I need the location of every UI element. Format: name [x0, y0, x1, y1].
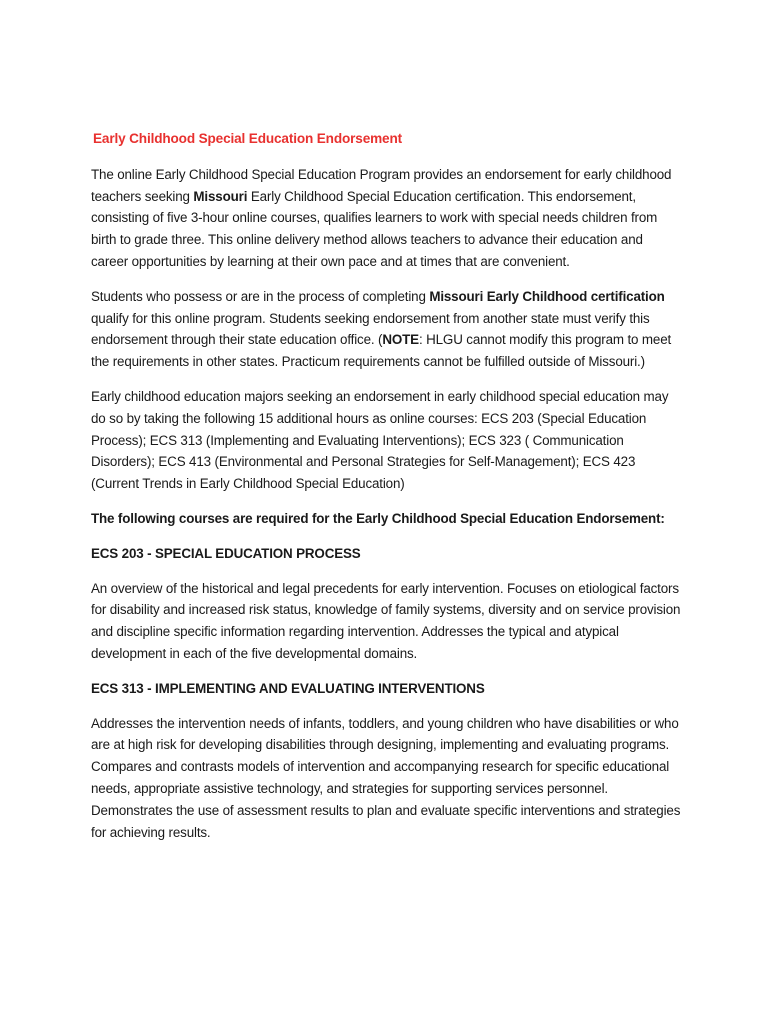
- document-title: Early Childhood Special Education Endorsement: [93, 131, 402, 146]
- intro-text-1: The online Early Childhood Special Education Program provides an endorsement for early childhood teachers seeking: [91, 166, 672, 204]
- course-heading-ecs-203: ECS 203 - SPECIAL EDUCATION PROCESS: [91, 545, 361, 561]
- eligibility-bold-certification: Missouri Early Childhood certification: [429, 288, 665, 304]
- eligibility-text-1: Students who possess or are in the process of completing: [91, 288, 430, 304]
- course-heading-ecs-313: ECS 313 - IMPLEMENTING AND EVALUATING INTERVENTIONS: [91, 680, 485, 696]
- eligibility-bold-note: NOTE: [382, 332, 419, 348]
- majors-paragraph: Early childhood education majors seeking an endorsement in early childhood special education may do so by taking the following 15 additional hours as online courses: ECS 203 (Special Education Process); ECS 313 (Implementing and Evaluating Interventions); ECS 323 ( Communication Disorders); ECS 413 (Environmental and Personal Strategies for Self-Management); ECS 423 (Current Trends in Early Childhood Special Education): [91, 388, 669, 492]
- intro-text-2: Early Childhood Special Education certification. This endorsement, consisting of five 3-hour online courses, qualifies learners to work with special needs children from birth to grade three. This online delivery method allows teachers to advance their education and career opportunities by learning at their own pace and at times that are convenient.: [91, 188, 658, 269]
- eligibility-paragraph: [91, 286, 681, 373]
- eligibility-text-3: : HLGU cannot modify this program to meet the requirements in other states. Practicum requirements cannot be fulfilled outside of Missouri.): [91, 332, 672, 370]
- course-description-ecs-313: Addresses the intervention needs of infants, toddlers, and young children who have disabilities or who are at high risk for developing disabilities through designing, implementing and evaluating programs. Compares and contrasts models of intervention and accompanying research for specific educational needs, appropriate assistive technology, and strategies for supporting services personnel. Demonstrates the use of assessment results to plan and evaluate specific interventions and strategies for achieving results.: [91, 715, 681, 840]
- required-courses-heading: The following courses are required for the Early Childhood Special Education Endorsement:: [91, 510, 665, 526]
- intro-paragraph: [91, 164, 681, 273]
- course-description-ecs-203: An overview of the historical and legal precedents for early intervention. Focuses on etiological factors for disability and increased risk status, knowledge of family systems, diversity and on service provision and discipline specific information regarding intervention. Addresses the typical and atypical development in each of the five developmental domains.: [91, 580, 681, 661]
- eligibility-text-2: qualify for this online program. Students seeking endorsement from another state must verify this endorsement through their state education office. (: [91, 310, 650, 348]
- document-page: [91, 128, 681, 856]
- intro-bold-missouri: Missouri: [193, 188, 248, 204]
